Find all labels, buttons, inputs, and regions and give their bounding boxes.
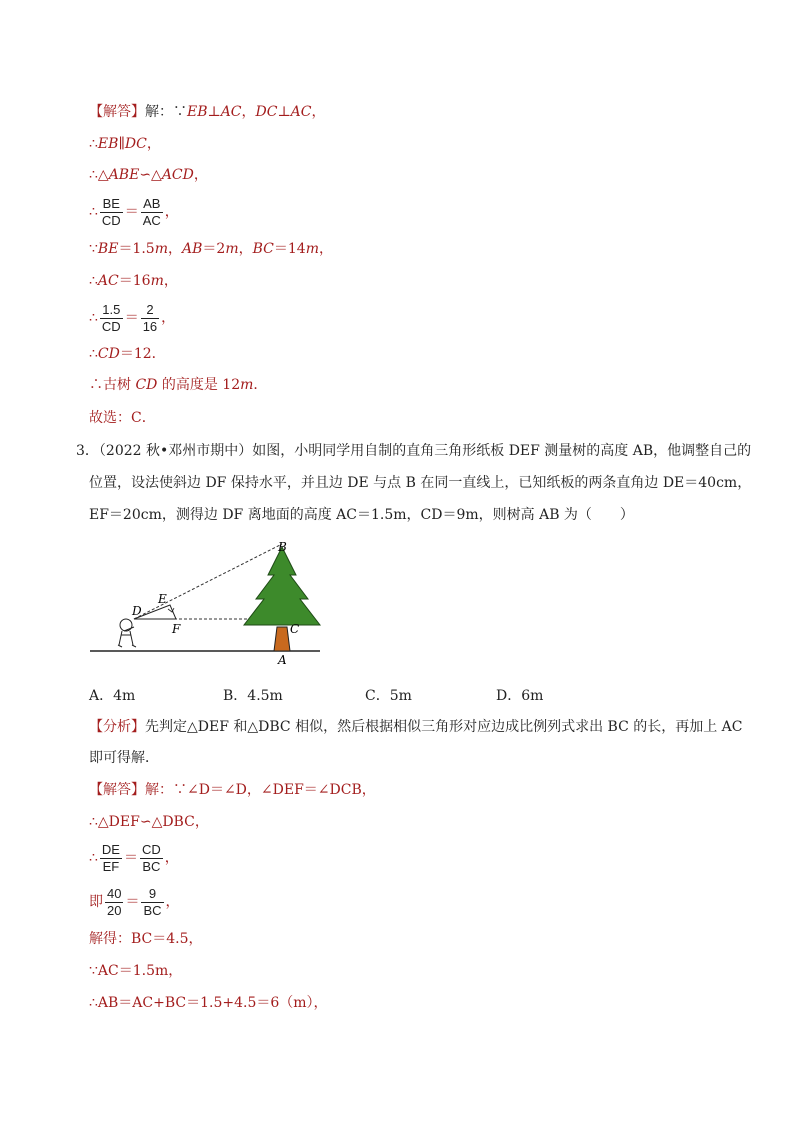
solution3-line-5: 解得：BC＝4.5， <box>89 931 203 947</box>
fraction: $\frac{CD}{BC}$ <box>141 841 161 874</box>
fraction: $\frac{40}{20}$ <box>107 885 122 918</box>
solution3-line-6: ∵AC＝1.5m， <box>89 963 183 979</box>
option-a[interactable]: A．4m <box>89 688 136 704</box>
question-3-line-2: 位置，设法使斜边 DF 保持水平，并且边 DE 与点 B 在同一直线上，已知纸板的两条直角边 DE＝40cm， <box>89 475 752 491</box>
analysis-tag: 【分析】 <box>89 719 145 735</box>
question-3-line-1: 3．（2022 秋•邓州市期中）如图，小明同学用自制的直角三角形纸板 DEF 测量树的高度 AB，他调整自己的 <box>76 443 752 459</box>
option-b[interactable]: B．4.5m <box>223 688 283 704</box>
solution3-line-4: 即 $\frac{40}{20}$ ＝ $\frac{9}{BC}$ ， <box>89 885 180 918</box>
option-d[interactable]: D．6m <box>496 688 544 704</box>
label-F: F <box>172 622 181 636</box>
tree-foliage <box>244 547 320 625</box>
fraction: $\frac{DE}{EF}$ <box>101 841 120 874</box>
solution-line-4: ∴ $\frac{BE}{CD}$ ＝ $\frac{AB}{AC}$ ， <box>89 195 179 228</box>
tree-trunk <box>274 627 290 651</box>
solution-line-9: ∴古树 CD 的高度是 12m． <box>89 377 268 393</box>
solution-line-8: ∴CD＝12． <box>89 346 166 362</box>
question-3-line-3: EF＝20cm，测得边 DF 离地面的高度 AC＝1.5m，CD＝9m，则树高 AB 为（ ） <box>89 507 634 523</box>
solution-line-3: ∴△ABE∽△ACD， <box>89 167 208 183</box>
solution-line-5: ∵BE＝1.5m，AB＝2m，BC＝14m， <box>89 241 333 257</box>
solution3-line-7: ∴AB＝AC+BC＝1.5+4.5＝6（m）， <box>89 995 328 1011</box>
solution3-line-2: ∴△DEF∽△DBC， <box>89 814 209 830</box>
label-D: D <box>132 604 142 618</box>
fraction: $\frac{1.5}{CD}$ <box>101 301 121 334</box>
analysis-line-1: 【分析】先判定△DEF 和△DBC 相似，然后根据相似三角形对应边成比例列式求出 BC 的长，再加上 AC <box>89 719 743 735</box>
solution-line-10: 故选：C． <box>89 410 156 426</box>
solution3-line-3: ∴ $\frac{DE}{EF}$ ＝ $\frac{CD}{BC}$ ， <box>89 841 179 874</box>
solution-line-1: 【解答】解：∵EB⊥AC，DC⊥AC， <box>89 104 326 120</box>
label-C: C <box>290 622 300 636</box>
solution-line-7: ∴ $\frac{1.5}{CD}$ ＝ $\frac{2}{16}$ ， <box>89 301 176 334</box>
solution-line-2: ∴EB∥DC， <box>89 136 161 152</box>
label-B: B <box>278 540 287 554</box>
solution3-line-1: 【解答】解：∵∠D＝∠D，∠DEF＝∠DCB， <box>89 782 376 798</box>
tree-measurement-figure <box>88 535 328 670</box>
label-E: E <box>158 592 167 606</box>
fraction: $\frac{9}{BC}$ <box>143 885 162 918</box>
solution-line-6: ∴AC＝16m， <box>89 273 178 289</box>
answer-tag: 【解答】 <box>89 104 145 120</box>
answer-tag: 【解答】 <box>89 782 145 798</box>
analysis-line-2: 即可得解． <box>89 750 159 766</box>
label-A: A <box>278 653 287 667</box>
fraction: $\frac{2}{16}$ <box>142 301 158 334</box>
option-c[interactable]: C．5m <box>365 688 412 704</box>
fraction: $\frac{AB}{AC}$ <box>142 195 161 228</box>
person-figure <box>118 619 136 647</box>
fraction: $\frac{BE}{CD}$ <box>101 195 121 228</box>
